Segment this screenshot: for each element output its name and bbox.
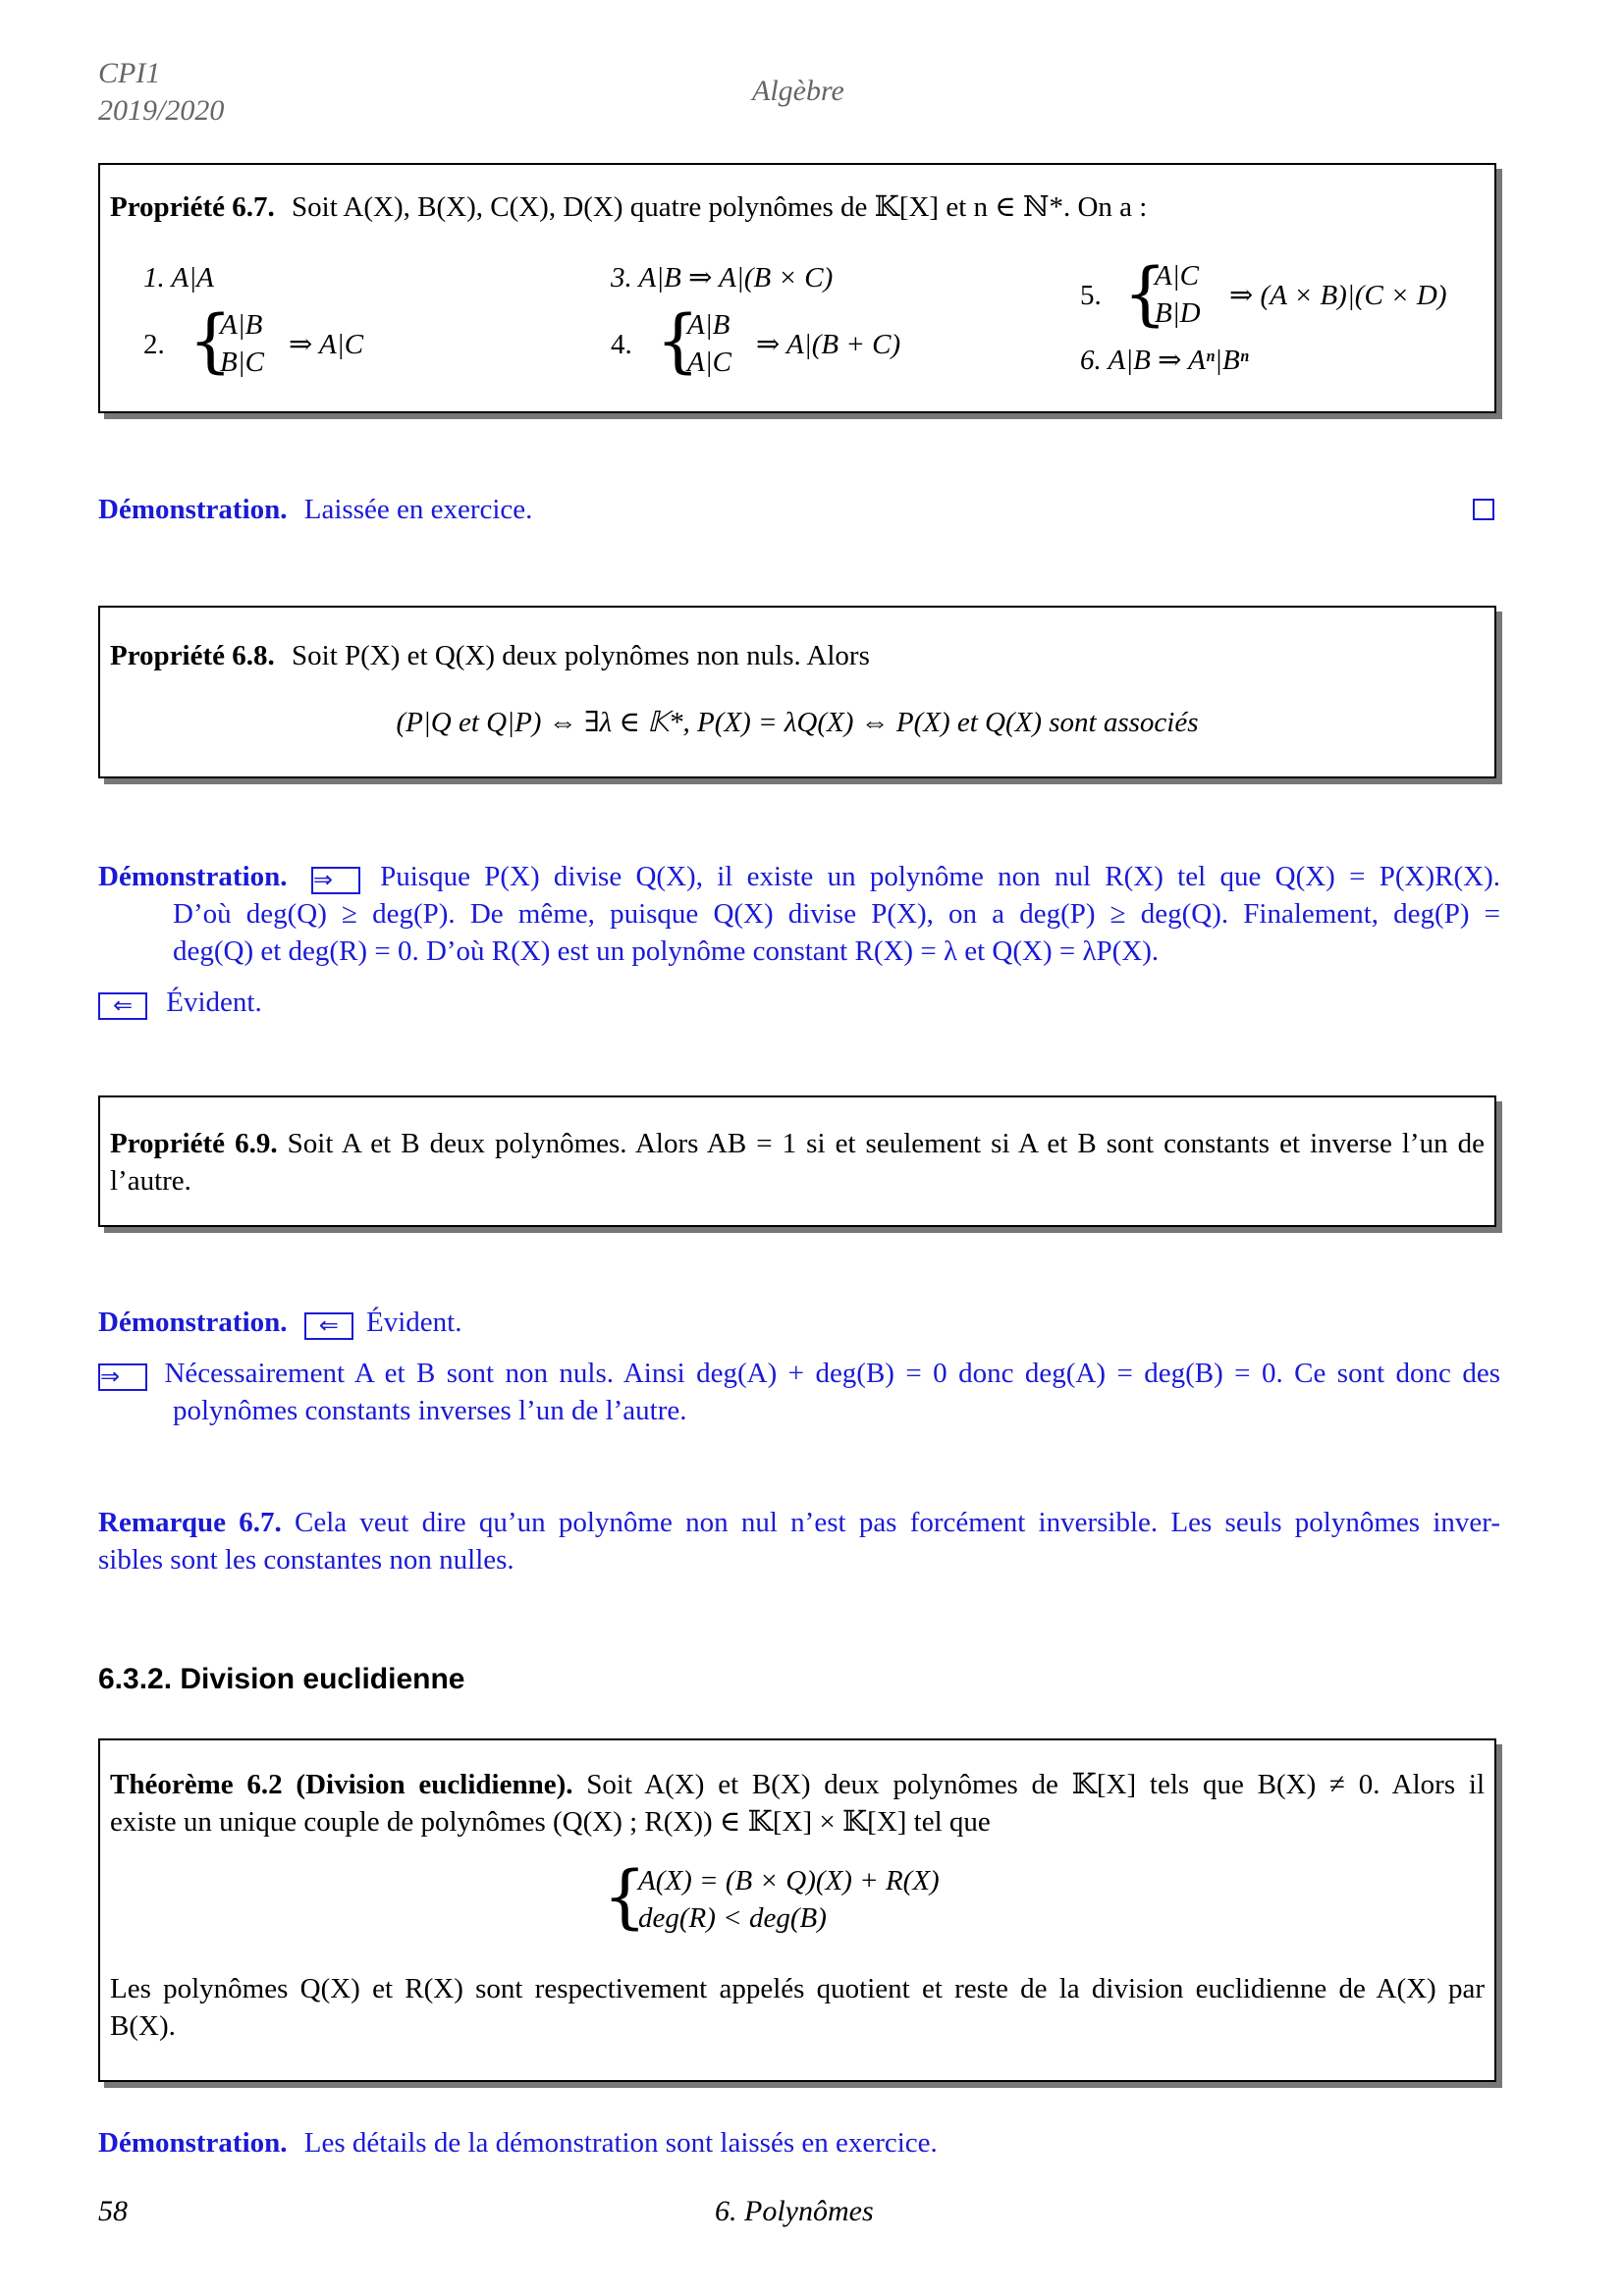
demo-line: Puisque P(X) divise Q(X), il existe un polynôme non nul R(X) tel que Q(X) = P(X)R(X). bbox=[380, 861, 1501, 892]
property-formula: (P|Q et Q|P) ⇔ ∃λ ∈ 𝕂*, P(X) = λQ(X) ⇔ P(X) et Q(X) sont associés bbox=[396, 707, 1199, 738]
item-6: 6. A|B ⇒ Aⁿ|Bⁿ bbox=[1080, 345, 1249, 376]
theorem-line: existe un unique couple de polynômes (Q(X) ; R(X)) ∈ 𝕂[X] × 𝕂[X] tel que bbox=[110, 1806, 991, 1838]
item-5-number: 5. bbox=[1080, 280, 1102, 311]
property-text: l’autre. bbox=[110, 1165, 191, 1197]
system-inequality: deg(R) < deg(B) bbox=[638, 1902, 827, 1934]
item-4-result: ⇒ A|(B + C) bbox=[756, 329, 901, 360]
header-course: CPI1 bbox=[98, 57, 161, 89]
theorem-6-2-box bbox=[98, 1738, 1496, 2082]
property-title: Propriété 6.7. bbox=[110, 191, 275, 223]
item-2-number: 2. bbox=[143, 329, 165, 360]
demo-line: D’où deg(Q) ≥ deg(P). De même, puisque Q(X) divise P(X), on a deg(P) ≥ deg(Q). Finalement, deg(P) = bbox=[173, 898, 1500, 930]
item-2-result: ⇒ A|C bbox=[289, 329, 364, 360]
demo-line: polynômes constants inverses l’un de l’autre. bbox=[173, 1395, 687, 1426]
implies-arrow-icon: ⇒ bbox=[311, 867, 360, 894]
system-equation: A(X) = (B × Q)(X) + R(X) bbox=[638, 1865, 940, 1896]
qed-square-icon bbox=[1473, 499, 1494, 520]
property-text: Soit P(X) et Q(X) deux polynômes non nuls. Alors bbox=[292, 640, 870, 671]
demo-label: Démonstration. bbox=[98, 494, 288, 525]
left-brace-icon: { bbox=[189, 300, 233, 381]
demo-text: Les détails de la démonstration sont laissés en exercice. bbox=[303, 2127, 938, 2159]
demo-line: Nécessairement A et B sont non nuls. Ainsi deg(A) + deg(B) = 0 donc deg(A) = deg(B) = 0. Ce sont donc des bbox=[164, 1358, 1501, 1389]
demo-line: Évident. bbox=[366, 1307, 462, 1338]
header-subject: Algèbre bbox=[752, 75, 844, 107]
property-6-7-box bbox=[98, 163, 1496, 413]
property-text: Soit A(X), B(X), C(X), D(X) quatre polynômes de 𝕂[X] et n ∈ ℕ*. On a : bbox=[292, 191, 1148, 223]
left-brace-icon: { bbox=[1123, 253, 1167, 334]
item-4-line-2: A|C bbox=[687, 347, 732, 378]
section-heading: 6.3.2. Division euclidienne bbox=[98, 1663, 465, 1695]
property-6-8-box bbox=[98, 606, 1496, 778]
item-5-result: ⇒ (A × B)|(C × D) bbox=[1229, 280, 1447, 311]
item-1: 1. A|A bbox=[143, 262, 214, 294]
implied-by-arrow-icon: ⇐ bbox=[304, 1312, 353, 1340]
property-text: Soit A et B deux polynômes. Alors AB = 1 si et seulement si A et B sont constants et inverse l’un de bbox=[287, 1128, 1486, 1159]
footer-chapter: 6. Polynômes bbox=[715, 2195, 874, 2227]
demo-text: Laissée en exercice. bbox=[303, 494, 533, 525]
item-2-line-2: B|C bbox=[220, 347, 265, 378]
remark-line: sibles sont les constantes non nulles. bbox=[98, 1544, 514, 1575]
item-4-number: 4. bbox=[611, 329, 632, 360]
theorem-line: Soit A(X) et B(X) deux polynômes de 𝕂[X] tels que B(X) ≠ 0. Alors il bbox=[586, 1769, 1486, 1800]
remark-label: Remarque 6.7. bbox=[98, 1507, 282, 1538]
item-4-line-1: A|B bbox=[687, 309, 730, 341]
left-brace-icon: { bbox=[603, 1856, 647, 1937]
header-year: 2019/2020 bbox=[98, 94, 225, 127]
implies-arrow-icon: ⇒ bbox=[98, 1363, 147, 1391]
remark-line: Cela veut dire qu’un polynôme non nul n’est pas forcément inversible. Les seuls polynômes inver- bbox=[294, 1507, 1501, 1538]
theorem-line: B(X). bbox=[110, 2010, 176, 2042]
demo-label: Démonstration. bbox=[98, 2127, 288, 2159]
theorem-title: Théorème 6.2 (Division euclidienne). bbox=[110, 1769, 573, 1800]
property-title: Propriété 6.8. bbox=[110, 640, 275, 671]
demo-label: Démonstration. bbox=[98, 861, 288, 892]
item-2-line-1: A|B bbox=[220, 309, 263, 341]
left-brace-icon: { bbox=[656, 300, 700, 381]
demo-label: Démonstration. bbox=[98, 1307, 288, 1338]
item-5-line-2: B|D bbox=[1155, 297, 1201, 329]
item-5-line-1: A|C bbox=[1155, 260, 1200, 292]
page-number: 58 bbox=[98, 2195, 128, 2227]
implied-by-arrow-icon: ⇐ bbox=[98, 992, 147, 1020]
demo-line: deg(Q) et deg(R) = 0. D’où R(X) est un polynôme constant R(X) = λ et Q(X) = λP(X). bbox=[173, 935, 1160, 967]
theorem-line: Les polynômes Q(X) et R(X) sont respectivement appelés quotient et reste de la division euclidienne de A(X) par bbox=[110, 1973, 1485, 2004]
item-3: 3. A|B ⇒ A|(B × C) bbox=[611, 262, 834, 294]
property-6-9-box bbox=[98, 1095, 1496, 1227]
property-title: Propriété 6.9. bbox=[110, 1128, 278, 1159]
demo-line: Évident. bbox=[166, 987, 262, 1018]
